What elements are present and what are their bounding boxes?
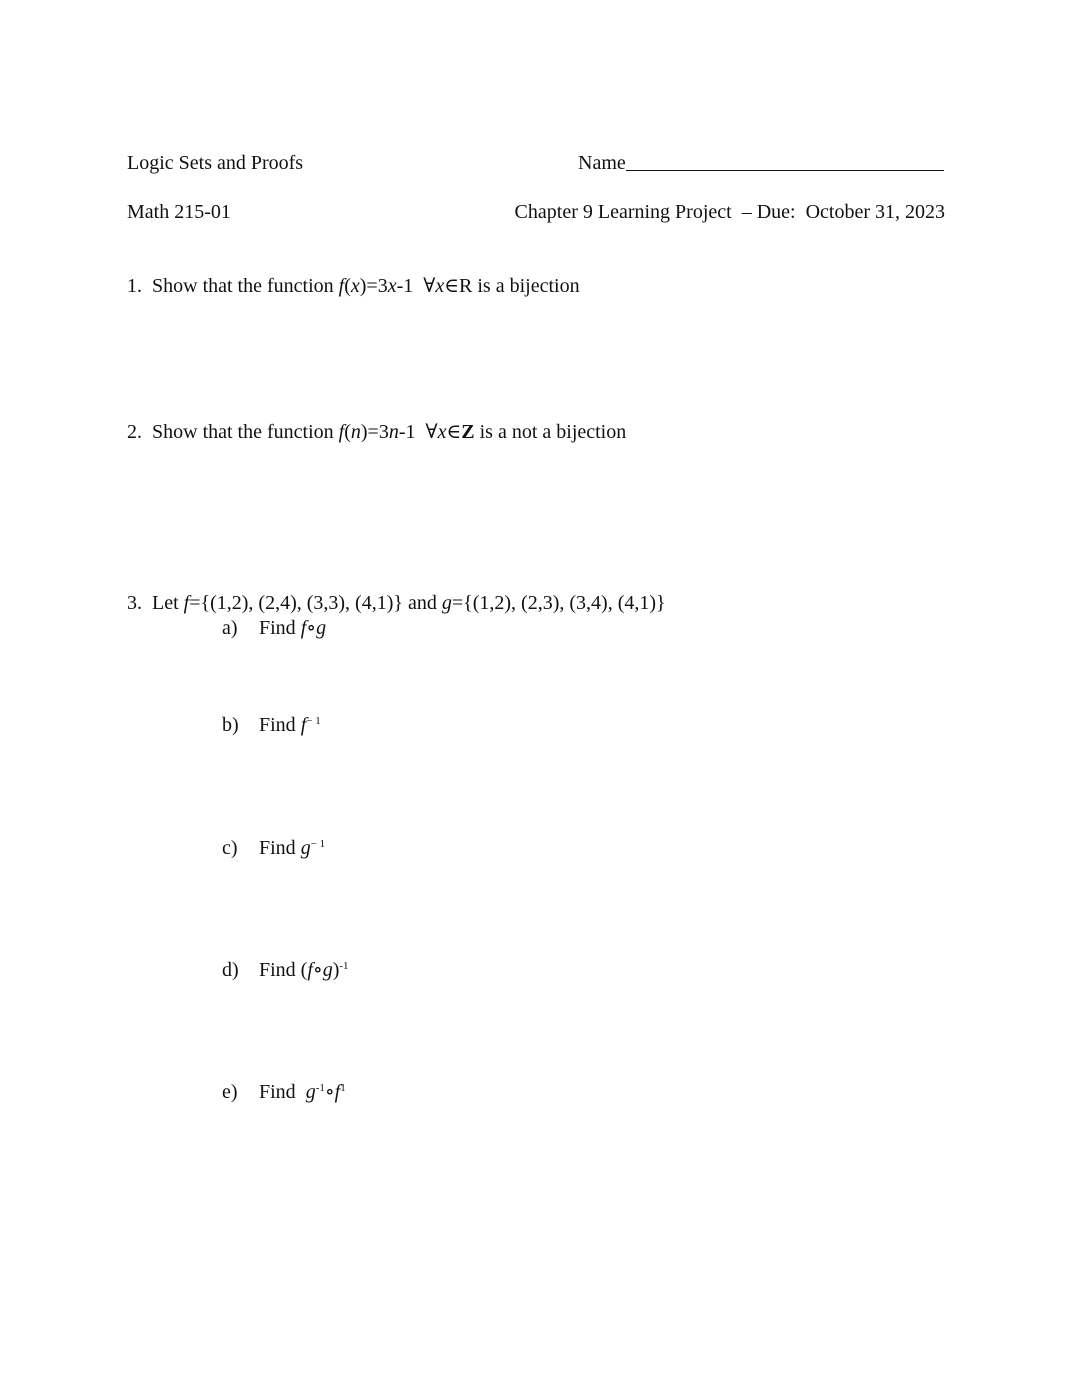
question-3d: d) Find (f∘g)$^{-1}$ — [222, 959, 349, 981]
question-1: 1. Show that the function f(x)=3x-1 ∀x∈R is a bijection — [127, 275, 580, 297]
question-3: 3. Let f={(1,2), (2,4), (3,3), (4,1)} and g={(1,2), (2,3), (3,4), (4,1)} — [127, 592, 666, 614]
name-field — [578, 151, 944, 175]
course-number: Math 215-01 — [127, 201, 231, 223]
question-2: 2. Show that the function f(n)=3n-1 ∀x∈Z is a not a bijection — [127, 421, 627, 443]
course-title: Logic Sets and Proofs — [127, 152, 304, 174]
assignment-title: Chapter 9 Learning Project – Due: October 31, 2023 — [514, 201, 945, 223]
name-blank-line — [626, 152, 944, 171]
question-3b: b) Find $f^{- 1}$ — [222, 714, 321, 736]
name-label: Name — [578, 152, 626, 174]
question-3e: e) Find $g^{-1}\circ f^1$ — [222, 1081, 346, 1103]
question-3c: c) Find $g^{- 1}$ — [222, 837, 326, 859]
question-3a: a) Find f∘g — [222, 617, 327, 639]
